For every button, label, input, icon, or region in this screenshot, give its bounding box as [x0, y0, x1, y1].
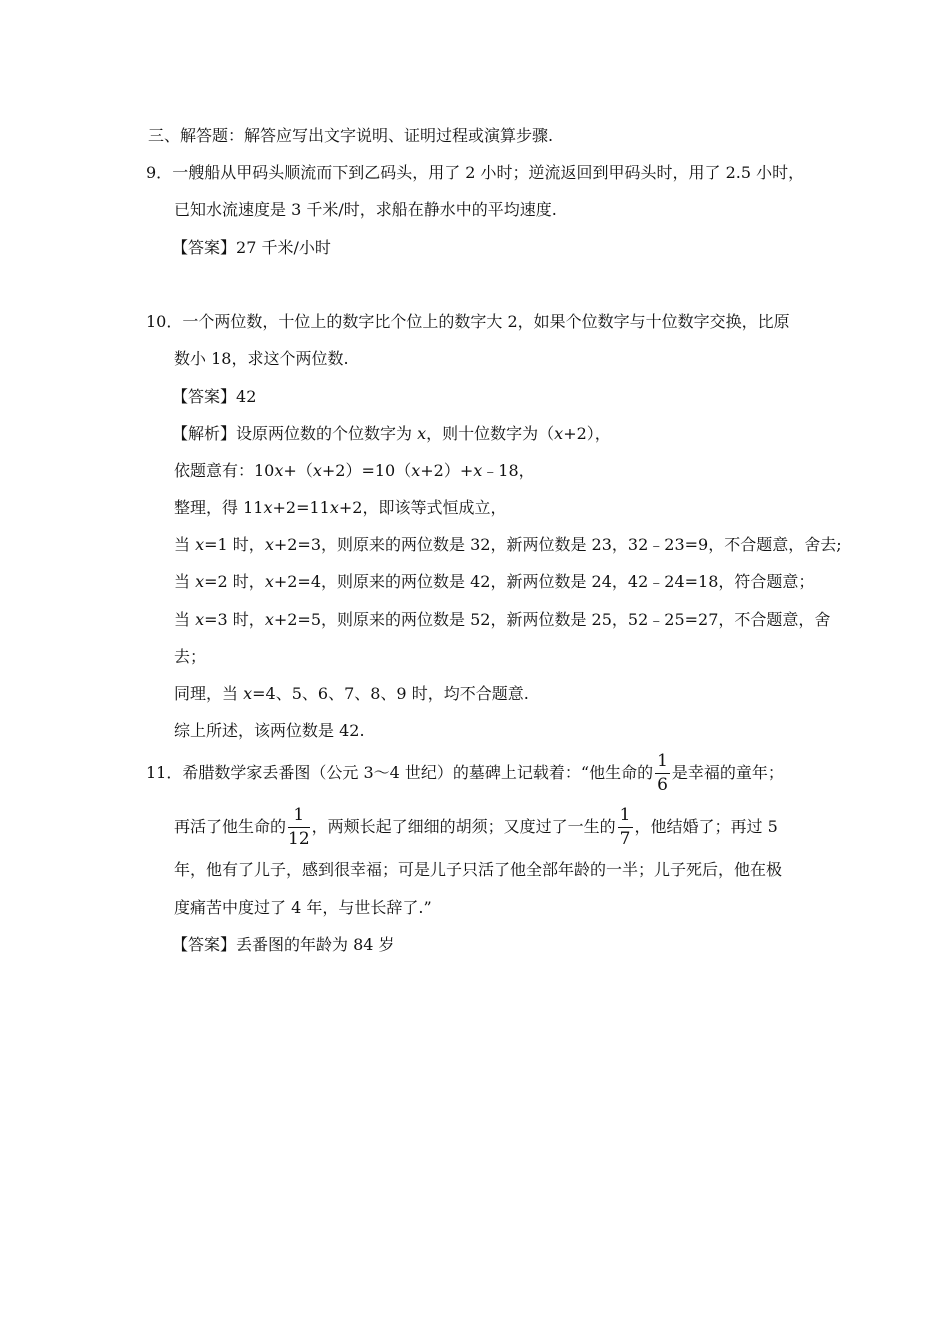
analysis-text: =4、5、6、7、8、9 时，均不合题意.	[252, 684, 529, 703]
q10-case-3-cont: 去；	[174, 647, 207, 666]
q10-text-1: 一个两位数，十位上的数字比个位上的数字大 2，如果个位数字与十位数字交换，比原	[182, 312, 790, 331]
var-x: x	[312, 461, 322, 480]
answer-label: 【答案】	[172, 387, 237, 406]
analysis-label: 【解析】	[172, 424, 237, 443]
q11-text: 是幸福的童年；	[671, 763, 784, 782]
analysis-text: +2=3，则原来的两位数是 32，新两位数是 23，32﹣23=9，不合题意，舍去;	[273, 535, 842, 554]
var-x: x	[473, 461, 483, 480]
var-x: x	[329, 498, 339, 517]
section-heading: 三、解答题：解答应写出文字说明、证明过程或演算步骤.	[148, 126, 554, 145]
q10-answer	[172, 387, 256, 407]
var-x: x	[195, 535, 205, 554]
analysis-text: 设原两位数的个位数字为	[236, 424, 418, 443]
analysis-text: 当	[174, 572, 196, 591]
var-x: x	[554, 424, 564, 443]
var-x: x	[264, 610, 274, 629]
answer-value: 42	[236, 387, 257, 406]
q10-similar	[174, 684, 529, 704]
q11-line-3: 年，他有了儿子，感到很幸福；可是儿子只活了他全部年龄的一半；儿子死后，他在极	[174, 860, 783, 879]
fraction-denominator: 12	[288, 829, 310, 849]
analysis-text: +2=11	[272, 498, 330, 517]
var-x: x	[263, 498, 273, 517]
var-x: x	[411, 461, 421, 480]
fraction-one-twelfth	[288, 807, 310, 848]
fraction-one-seventh	[618, 807, 633, 848]
q11-line-4: 度痛苦中度过了 4 年，与世长辞了.”	[174, 898, 432, 917]
q10-line-2: 数小 18，求这个两位数.	[174, 349, 349, 368]
fraction-denominator: 6	[657, 775, 668, 795]
analysis-text: 依题意有：10	[174, 461, 275, 480]
analysis-text: +2）+	[420, 461, 474, 480]
analysis-text: =1 时，	[204, 535, 265, 554]
q11-text: 希腊数学家丢番图（公元 3～4 世纪）的墓碑上记载着：“他生命的	[182, 763, 654, 782]
q10-analysis-line-1	[172, 424, 611, 444]
analysis-text: 同理，当	[174, 684, 244, 703]
q11-line-2	[174, 801, 778, 853]
q10-analysis-line-2	[174, 461, 535, 481]
q9-number: 9．	[146, 163, 173, 182]
var-x: x	[264, 572, 274, 591]
q10-case-3	[174, 610, 830, 630]
analysis-text: ，则十位数字为（	[426, 424, 555, 443]
var-x: x	[264, 535, 274, 554]
analysis-text: +2=5，则原来的两位数是 52，新两位数是 25，52﹣25=27，不合题意，舍	[273, 610, 831, 629]
analysis-text: ﹣18，	[482, 461, 535, 480]
answer-label: 【答案】	[172, 238, 237, 257]
analysis-text: =3 时，	[204, 610, 265, 629]
analysis-text: +2，即该等式恒成立，	[338, 498, 507, 517]
fraction-numerator: 1	[618, 807, 633, 828]
var-x: x	[243, 684, 253, 703]
q10-analysis-line-3	[174, 498, 506, 518]
answer-value: 27 千米/小时	[236, 238, 331, 257]
q10-case-2	[174, 572, 814, 592]
q11-text: ，两颊长起了细细的胡须；又度过了一生的	[311, 817, 616, 836]
q11-text: 再活了他生命的	[174, 817, 287, 836]
q9-line-1	[146, 163, 804, 183]
q10-conclusion: 综上所述，该两位数是 42.	[174, 721, 365, 740]
q9-answer	[172, 238, 331, 258]
analysis-text: +2=4，则原来的两位数是 42，新两位数是 24，42﹣24=18，符合题意；	[273, 572, 815, 591]
q10-line-1	[146, 312, 790, 332]
var-x: x	[417, 424, 427, 443]
q11-answer	[172, 935, 395, 955]
answer-label: 【答案】	[172, 935, 237, 954]
var-x: x	[195, 610, 205, 629]
fraction-one-sixth	[655, 753, 670, 794]
q9-line-2: 已知水流速度是 3 千米/时，求船在静水中的平均速度.	[174, 200, 557, 219]
answer-value: 丢番图的年龄为 84 岁	[236, 935, 395, 954]
analysis-text: 整理，得 11	[174, 498, 264, 517]
analysis-text: 当	[174, 610, 196, 629]
var-x: x	[274, 461, 284, 480]
var-x: x	[195, 572, 205, 591]
analysis-text: +2）=10（	[321, 461, 412, 480]
fraction-numerator: 1	[288, 807, 310, 828]
analysis-text: +（	[283, 461, 313, 480]
q11-number: 11．	[146, 763, 183, 782]
q9-text-1: 一艘船从甲码头顺流而下到乙码头，用了 2 小时；逆流返回到甲码头时，用了 2.5 小时，	[172, 163, 805, 182]
q11-text: ，他结婚了；再过 5	[634, 817, 778, 836]
q10-case-1	[174, 535, 842, 555]
q10-number: 10．	[146, 312, 183, 331]
q11-line-1	[146, 747, 784, 799]
analysis-text: 当	[174, 535, 196, 554]
fraction-numerator: 1	[655, 753, 670, 774]
analysis-text: =2 时，	[204, 572, 265, 591]
fraction-denominator: 7	[619, 829, 631, 849]
analysis-text: +2），	[563, 424, 611, 443]
